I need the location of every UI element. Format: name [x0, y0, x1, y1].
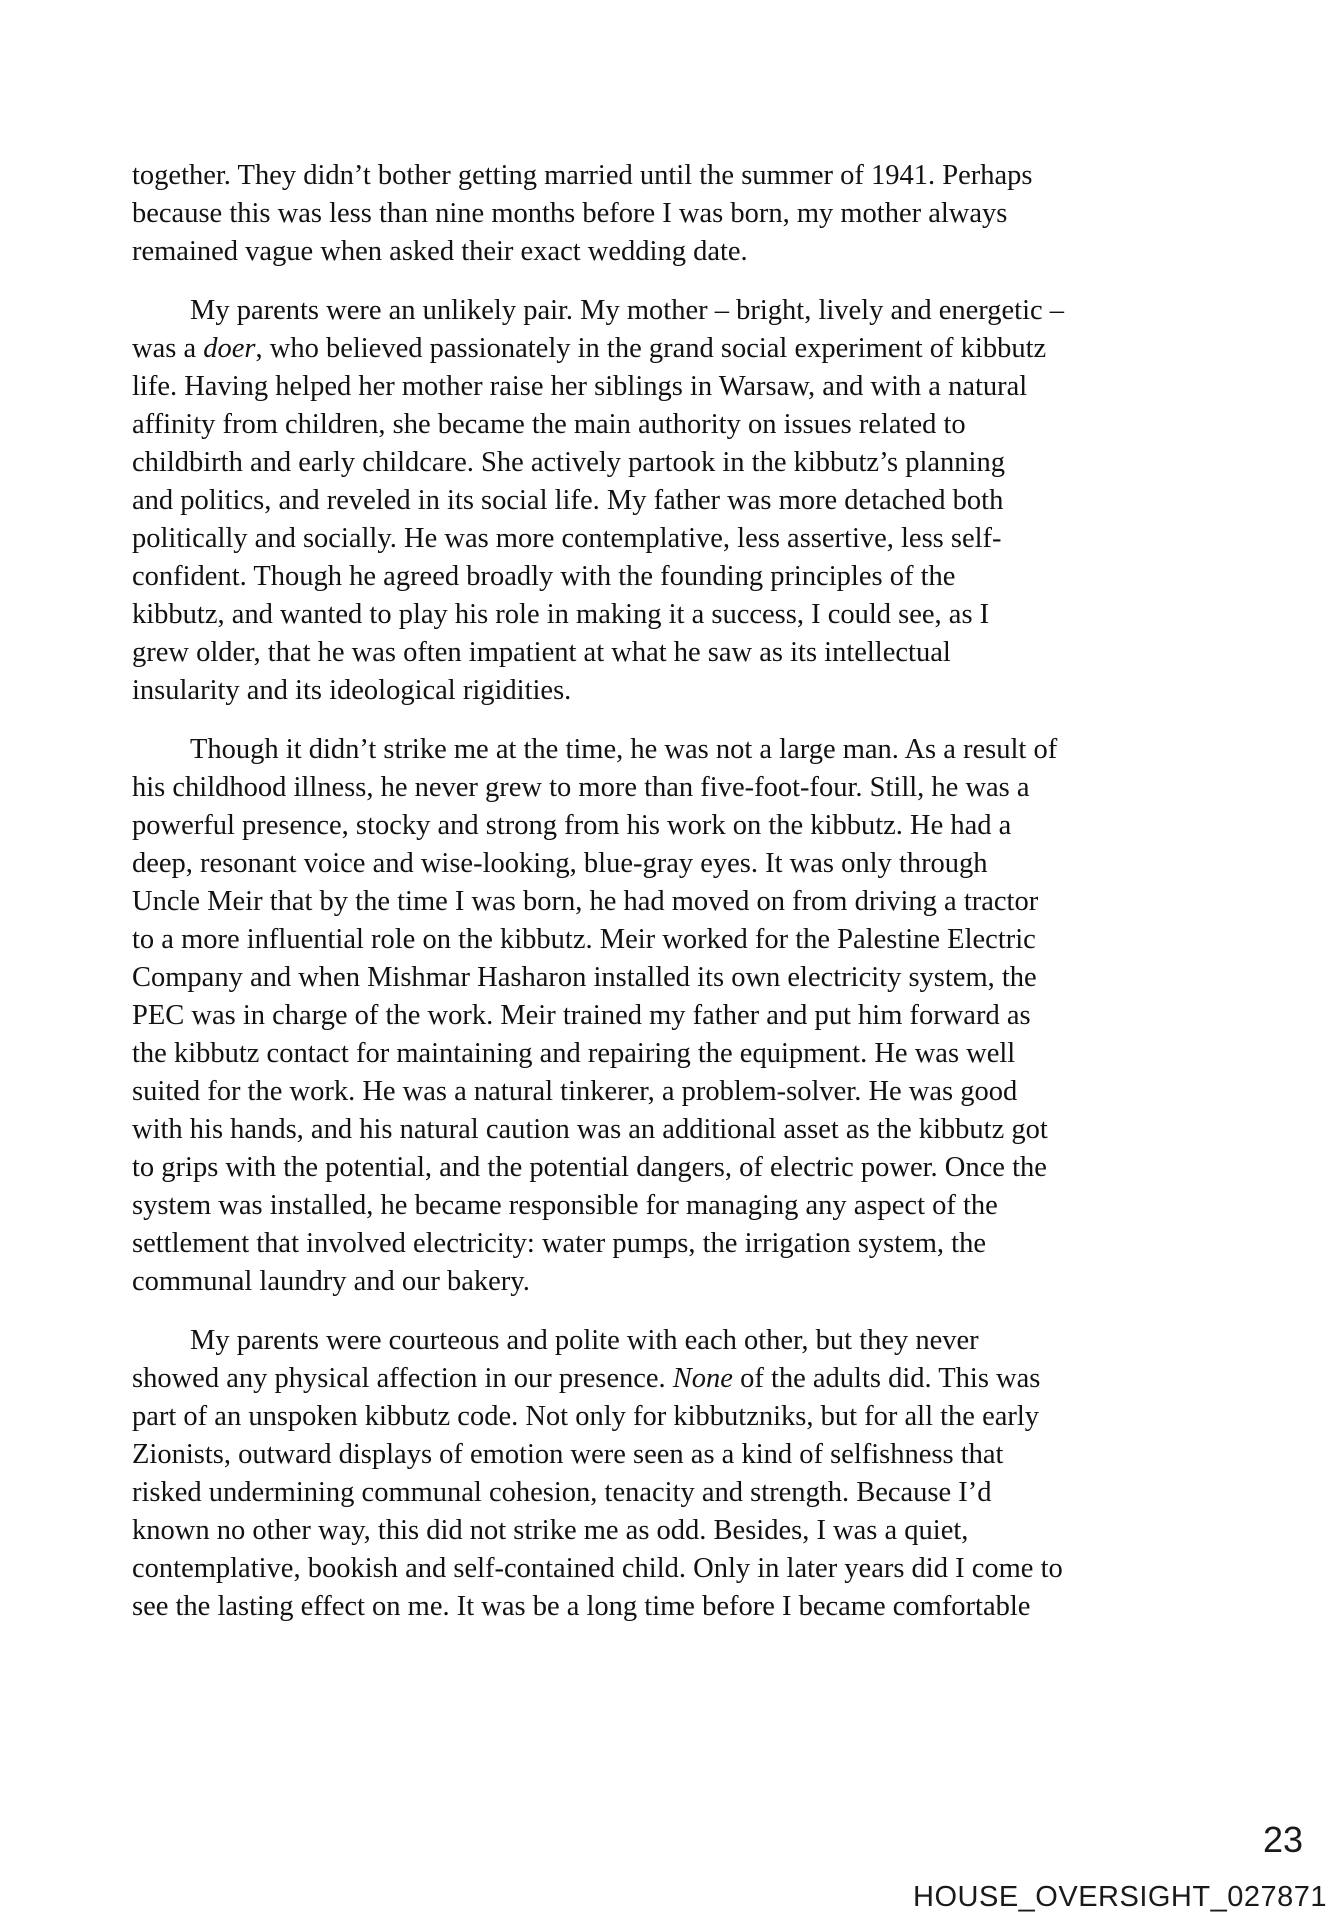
text-line [132, 1512, 1192, 1550]
text-line [132, 157, 1192, 195]
text-segment: politically and socially. He was more contemplative, less assertive, less self- [132, 523, 1002, 554]
text-line [132, 1474, 1192, 1512]
text-segment: insularity and its ideological rigidities. [132, 675, 572, 706]
page-number: 23 [1262, 1819, 1303, 1860]
text-line [132, 921, 1192, 959]
text-line [132, 1225, 1192, 1263]
text-segment: My parents were an unlikely pair. My mother – bright, lively and energetic – [190, 295, 1065, 326]
text-segment: deep, resonant voice and wise-looking, blue-gray eyes. It was only through [132, 848, 988, 879]
text-line [132, 959, 1192, 997]
text-line [132, 883, 1192, 921]
text-segment: risked undermining communal cohesion, tenacity and strength. Because I’d [132, 1477, 992, 1508]
text-line [132, 558, 1192, 596]
text-line [132, 1187, 1192, 1225]
text-line [132, 1111, 1192, 1149]
text-segment: to a more influential role on the kibbutz. Meir worked for the Palestine Electric [132, 924, 1036, 955]
text-segment: and politics, and reveled in its social life. My father was more detached both [132, 485, 1004, 516]
italic-text: None [672, 1363, 733, 1394]
text-segment: showed any physical affection in our presence. [132, 1363, 673, 1394]
text-segment: part of an unspoken kibbutz code. Not only for kibbutzniks, but for all the early [132, 1401, 1040, 1432]
text-line [132, 845, 1192, 883]
paragraph [132, 731, 1192, 1301]
text-line [132, 1588, 1192, 1626]
text-segment: of the adults did. This was [732, 1363, 1041, 1394]
text-segment: Company and when Mishmar Hasharon installed its own electricity system, the [132, 962, 1037, 993]
text-line [132, 1550, 1192, 1588]
text-segment: powerful presence, stocky and strong from his work on the kibbutz. He had a [132, 810, 1012, 841]
text-line [132, 482, 1192, 520]
text-line [132, 1149, 1192, 1187]
text-line [132, 406, 1192, 444]
text-line [132, 1035, 1192, 1073]
text-segment: contemplative, bookish and self-contained child. Only in later years did I come to [132, 1553, 1063, 1584]
text-segment: My parents were courteous and polite with each other, but they never [190, 1325, 979, 1356]
text-line [132, 1398, 1192, 1436]
text-line [132, 368, 1192, 406]
text-line [132, 807, 1192, 845]
text-line [132, 1263, 1192, 1301]
text-segment: together. They didn’t bother getting married until the summer of 1941. Perhaps [132, 160, 1033, 191]
text-segment: because this was less than nine months before I was born, my mother always [132, 198, 1008, 229]
text-line [132, 634, 1192, 672]
text-line [132, 1322, 1192, 1360]
text-line [132, 731, 1192, 769]
text-segment: the kibbutz contact for maintaining and repairing the equipment. He was well [132, 1038, 1016, 1069]
text-segment: childbirth and early childcare. She actively partook in the kibbutz’s planning [132, 447, 1005, 478]
text-line [132, 330, 1192, 368]
text-segment: , who believed passionately in the grand social experiment of kibbutz [255, 333, 1047, 364]
text-line [132, 997, 1192, 1035]
text-segment: grew older, that he was often impatient at what he saw as its intellectual [132, 637, 951, 668]
paragraph [132, 157, 1192, 271]
text-segment: life. Having helped her mother raise her siblings in Warsaw, and with a natural [132, 371, 1028, 402]
text-line [132, 233, 1192, 271]
text-segment: suited for the work. He was a natural tinkerer, a problem-solver. He was good [132, 1076, 1018, 1107]
text-segment: affinity from children, she became the main authority on issues related to [132, 409, 966, 440]
text-segment: system was installed, he became responsible for managing any aspect of the [132, 1190, 998, 1221]
text-segment: known no other way, this did not strike me as odd. Besides, I was a quiet, [132, 1515, 969, 1546]
text-segment: remained vague when asked their exact wedding date. [132, 236, 748, 267]
text-segment: was a [132, 333, 204, 364]
body-text [132, 157, 1192, 1647]
bates-stamp: HOUSE_OVERSIGHT_027871 [913, 1881, 1327, 1913]
text-segment: Zionists, outward displays of emotion were seen as a kind of selfishness that [132, 1439, 1004, 1470]
text-segment: communal laundry and our bakery. [132, 1266, 530, 1297]
text-segment: to grips with the potential, and the potential dangers, of electric power. Once the [132, 1152, 1047, 1183]
text-line [132, 195, 1192, 233]
text-segment: PEC was in charge of the work. Meir trained my father and put him forward as [132, 1000, 1031, 1031]
text-line [132, 672, 1192, 710]
text-line [132, 520, 1192, 558]
text-segment: see the lasting effect on me. It was be a long time before I became comfortable [132, 1591, 1031, 1622]
paragraph [132, 1322, 1192, 1626]
text-segment: settlement that involved electricity: water pumps, the irrigation system, the [132, 1228, 986, 1259]
italic-text: doer [203, 333, 256, 364]
text-line [132, 769, 1192, 807]
text-line [132, 1436, 1192, 1474]
text-segment: with his hands, and his natural caution was an additional asset as the kibbutz got [132, 1114, 1048, 1145]
text-segment: kibbutz, and wanted to play his role in making it a success, I could see, as I [132, 599, 990, 630]
text-line [132, 444, 1192, 482]
paragraph [132, 292, 1192, 710]
text-segment: confident. Though he agreed broadly with the founding principles of the [132, 561, 956, 592]
text-segment: Though it didn’t strike me at the time, he was not a large man. As a result of [190, 734, 1058, 765]
text-line [132, 1360, 1192, 1398]
text-segment: his childhood illness, he never grew to more than five-foot-four. Still, he was a [132, 772, 1030, 803]
text-line [132, 1073, 1192, 1111]
text-segment: Uncle Meir that by the time I was born, he had moved on from driving a tractor [132, 886, 1039, 917]
text-line [132, 292, 1192, 330]
text-line [132, 596, 1192, 634]
